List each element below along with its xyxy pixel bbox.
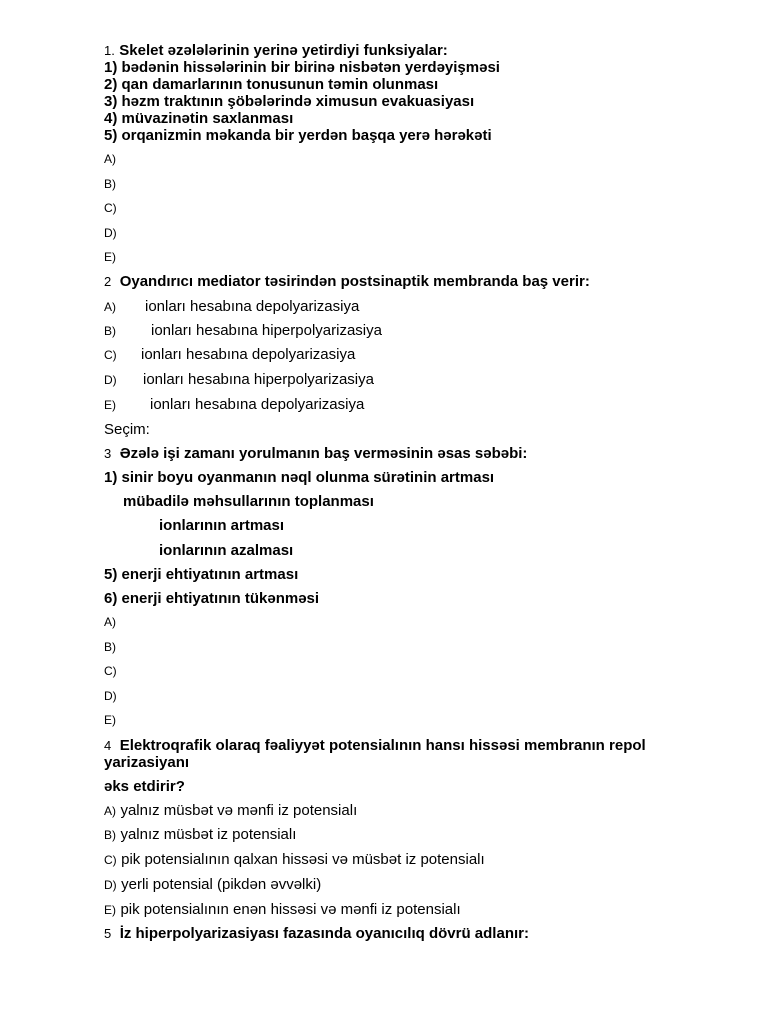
q2-option-b-text[interactable]: ionları hesabına hiperpolyarizasiya [151,322,382,339]
q4-option-d-text: yerli potensial (pikdən əvvəlki) [121,876,322,893]
q1-item-3: 3) həzm traktının şöbələrində ximusun evakuasiyası [104,93,475,110]
q2-title-line [104,273,590,291]
q2-option-a-text[interactable]: ionları hesabına depolyarizasiya [145,298,360,315]
q4-title-line [104,737,646,755]
q3-option-b[interactable]: B) [104,640,116,654]
q4-title-3: əks etdirir? [104,778,185,795]
q4-option-e-text: pik potensialının enən hissəsi və mənfi iz potensialı [120,901,461,918]
q2-option-c-text[interactable]: ionları hesabına depolyarizasiya [141,346,356,363]
q2-number: 2 [104,274,112,289]
q4-option-d-letter: D) [104,878,117,892]
q3-title-line [104,445,527,463]
q4-option-e-letter: E) [104,903,116,917]
q3-item-5: 5) enerji ehtiyatının artması [104,566,299,583]
q1-item-4: 4) müvazinətin saxlanması [104,110,294,127]
q1-option-c[interactable]: C) [104,201,117,215]
q4-title-1: Elektroqrafik olaraq fəaliyyət potensialının hansı hissəsi membranın repol [119,737,646,754]
q2-choice-label: Seçim: [104,421,150,438]
q4-option-d[interactable] [104,876,321,894]
q4-option-a-letter: A) [104,804,116,818]
q4-option-a-text: yalnız müsbət və mənfi iz potensialı [120,802,358,819]
q3-number: 3 [104,446,112,461]
q3-option-a[interactable]: A) [104,615,116,629]
q1-title: Skelet əzələlərinin yerinə yetirdiyi funksiyalar: [119,42,448,59]
q1-number: 1. [104,43,115,58]
q1-option-d[interactable]: D) [104,226,117,240]
q4-option-b-letter: B) [104,828,116,842]
q3-item-1: 1) sinir boyu oyanmanın nəql olunma sürətinin artması [104,469,495,486]
q4-title-2: yarizasiyanı [104,754,190,771]
q2-option-b-letter[interactable]: B) [104,324,116,338]
q4-option-b[interactable] [104,826,296,844]
q1-option-b[interactable]: B) [104,177,116,191]
q2-title: Oyandırıcı mediator təsirindən postsinaptik membranda baş verir: [119,273,590,290]
q4-option-c-letter: C) [104,853,117,867]
q2-option-c-letter[interactable]: C) [104,348,117,362]
q4-option-c-text: pik potensialının qalxan hissəsi və müsbət iz potensialı [121,851,485,868]
q3-option-e[interactable]: E) [104,713,116,727]
q3-item-2: mübadilə məhsullarının toplanması [123,493,374,510]
q1-option-a[interactable]: A) [104,152,116,166]
q3-option-d[interactable]: D) [104,689,117,703]
q1-item-2: 2) qan damarlarının tonusunun təmin olunması [104,76,439,93]
q3-item-6: 6) enerji ehtiyatının tükənməsi [104,590,320,607]
q1-option-e[interactable]: E) [104,250,116,264]
q5-title-line [104,925,529,943]
q3-option-c[interactable]: C) [104,664,117,678]
q4-option-b-text: yalnız müsbət iz potensialı [120,826,297,843]
q4-number: 4 [104,738,112,753]
q2-option-d-text[interactable]: ionları hesabına hiperpolyarizasiya [143,371,374,388]
q3-item-3: ionlarının artması [159,517,285,534]
q5-title: İz hiperpolyarizasiyası fazasında oyanıcılıq dövrü adlanır: [119,925,529,942]
q4-option-c[interactable] [104,851,485,869]
q1-title-line [104,42,448,60]
q2-option-e-text[interactable]: ionları hesabına depolyarizasiya [150,396,365,413]
q4-option-a[interactable] [104,802,357,820]
q5-number: 5 [104,926,112,941]
q2-option-d-letter[interactable]: D) [104,373,117,387]
q3-title: Əzələ işi zamanı yorulmanın baş verməsinin əsas səbəbi: [119,445,528,462]
q3-item-4: ionlarının azalması [159,542,294,559]
q2-option-e-letter[interactable]: E) [104,398,116,412]
q1-item-1: 1) bədənin hissələrinin bir birinə nisbətən yerdəyişməsi [104,59,500,76]
q4-option-e[interactable] [104,901,461,919]
q1-item-5: 5) orqanizmin məkanda bir yerdən başqa yerə hərəkəti [104,127,492,144]
q2-option-a-letter[interactable]: A) [104,300,116,314]
